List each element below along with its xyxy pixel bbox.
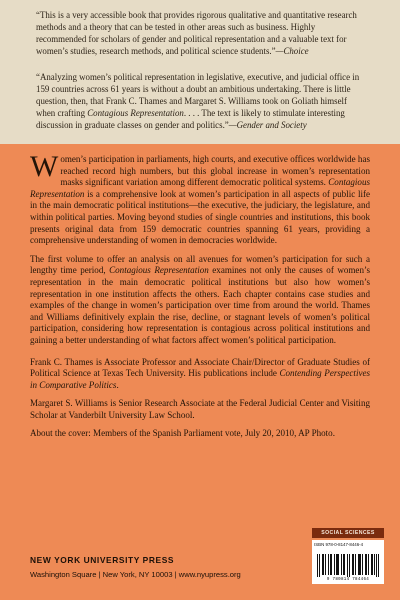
cover-credit: About the cover: Members of the Spanish Parliament vote, July 20, 2010, AP Photo. (30, 428, 335, 439)
review-quote-gender-and-society (36, 71, 366, 131)
book-title: Contagious Representation (109, 265, 209, 276)
quote-text: . . . . The text is likely to stimulate interesting discussion in graduate classes on gender and politics.” (36, 108, 345, 130)
publisher-name: NEW YORK UNIVERSITY PRESS (30, 555, 175, 565)
book-title: Contagious Representation (87, 108, 184, 118)
review-quote-choice (36, 9, 366, 57)
drop-cap: W (30, 150, 59, 183)
quote-source: —Gender and Society (228, 120, 307, 130)
isbn-label: ISBN 978-0-8147-8446-4 (314, 542, 364, 547)
description-paragraph: Women’s participation in parliaments, high courts, and executive offices worldwide has reached record high numbers, but this global increase in women’s representation masks significant variation among different democratic political systems. Contagious Representation is a comprehensive look at women’s participation in all aspects of public life in the main democratic political institutions—the executive, the judiciary, the legislature, and within political parties. Moving beyond studies of single countries and institutions, this book presents original data from 159 democratic countries spanning 61 years, providing a comprehensive understanding of women in democracies worldwide. (30, 150, 370, 246)
category-badge: SOCIAL SCIENCES (312, 528, 384, 538)
barcode-number: 9 780814 784464 (326, 578, 370, 582)
book-title: Contagious Representation (30, 177, 370, 199)
author-bio-thames: Frank C. Thames is Associate Professor and Associate Chair/Director of Graduate Studies of Political Science at Texas Tech University. His publications include Contending Perspectives in Comparative Politics. (30, 356, 371, 390)
author-bio-williams: Margaret S. Williams is Senior Research Associate at the Federal Judicial Center and Visiting Scholar at Vanderbilt University Law School. (30, 398, 370, 420)
description-paragraph: The first volume to offer an analysis on all avenues for women’s participation for such a lengthy time period, Contagious Representation examines not only the causes of women’s representation in the main democratic political institutions but also how women’s representation in one institution affects the others. Each chapter contains case studies and examples of the change in women’s participation over time from around the world. Thames and Williams definitively explain the rise, decline, or stagnant levels of women’s political participation, considering how representation is contagious across political institutions and gaining a better understanding of what factors affect women’s political participation. (30, 253, 370, 345)
quote-source: —Choice (275, 46, 309, 56)
barcode-icon (316, 554, 380, 577)
publication-title: Contending Perspectives in Comparative Politics (30, 368, 371, 390)
publisher-address: Washington Square | New York, NY 10003 | www.nyupress.org (30, 570, 241, 579)
review-quotes-panel (0, 0, 400, 144)
barcode-block (312, 540, 384, 584)
quote-text: “Analyzing women’s political representation in legislative, executive, and judicial office in 159 countries across 61 years is without a doubt an ambitious undertaking. There is little question, then, that Frank C. Thames and Margaret S. Williams took on Goliath himself when crafting (36, 72, 360, 118)
book-description (30, 150, 371, 447)
quote-text: “This is a very accessible book that provides rigorous qualitative and quantitative research methods and a theory that can be tested in other areas such as business. Highly recommended for scholars of gender and political representation and a valuable text for women’s studies, research methods, and political science students.” (36, 10, 357, 56)
